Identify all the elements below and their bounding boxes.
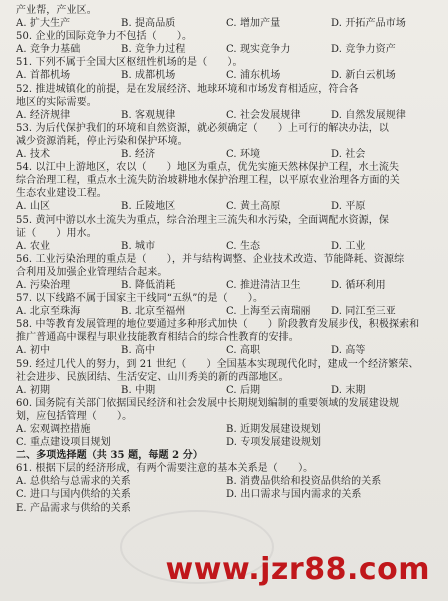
option-choice: B. 北京至福州 (121, 306, 186, 318)
site-watermark-url[interactable]: www.jzr88.com (165, 552, 430, 587)
option-choice: C. 后期 (226, 384, 261, 396)
options-row (16, 109, 438, 122)
option-choice: C. 生态 (226, 240, 261, 252)
option-choice: D. 末期 (331, 384, 366, 396)
question-text: 生态农业建设工程。 (16, 188, 107, 200)
options-row (16, 279, 438, 292)
options-row (16, 423, 438, 436)
options-row (16, 17, 438, 30)
option-choice: C. 上海至云南瑞丽 (226, 306, 311, 318)
option-choice: C. 环境 (226, 149, 261, 161)
option-choice: B. 近期发展建设规划 (226, 424, 321, 435)
option-choice: D. 工业 (331, 240, 366, 252)
question-text: 划，应包括管理（ ）。 (16, 410, 133, 422)
question-text: 52. 推进城镇化的前提，是在发展经济、地球环境和市场发育相适应，符合各 (16, 83, 359, 95)
option-choice: A. 总供给与总需求的关系 (16, 476, 131, 488)
option-choice: A. 初中 (16, 345, 51, 357)
option-choice: D. 循环利用 (331, 279, 386, 291)
question-text: 54. 以江中上游地区，农以（ ）地区为重点，优先实施天然林保护工程，水土流失 (16, 162, 400, 174)
options-row (16, 148, 438, 161)
section-heading: 二、多项选择题（共 35 题，每题 2 分） (16, 450, 203, 462)
options-row (16, 384, 438, 397)
question-text: 53. 为后代保护我们的环境和自然资源，就必须确定（ ）上可行的解决办法，以 (16, 122, 389, 134)
option-choice: A. 扩大生产 (16, 18, 71, 30)
option-choice: C. 黄土高原 (226, 201, 281, 213)
exam-text (16, 4, 438, 515)
option-choice: A. 北京至珠海 (16, 306, 81, 318)
option-choice: C. 高职 (226, 345, 261, 357)
options-row (16, 43, 438, 56)
option-choice: C. 现实竞争力 (226, 44, 291, 56)
question-text: 59. 经过几代人的努力，到 21 世纪（ ）全国基本实现现代化时，建成一个经济繁荣、 (16, 358, 419, 370)
option-choice: B. 客观规律 (121, 109, 176, 121)
option-choice: A. 首都机场 (16, 70, 71, 82)
options-row (16, 305, 438, 318)
option-choice: D. 新白云机场 (331, 70, 396, 82)
option-choice: C. 进口与国内供给的关系 (16, 489, 131, 501)
options-row (16, 344, 438, 357)
option-choice: D. 高等 (331, 345, 366, 357)
option-choice: A. 初期 (16, 384, 51, 396)
option-choice: B. 消费品供给和投资品供给的关系 (226, 476, 382, 488)
question-text: 社会进步、民族团结、生活安定、山川秀美的新的西部地区。 (16, 371, 289, 383)
option-choice: A. 经济规律 (16, 109, 71, 121)
options-row (16, 488, 438, 501)
option-choice: A. 污染治理 (16, 279, 71, 291)
option-choice: B. 高中 (121, 345, 156, 357)
question-text: 55. 黄河中游以水土流失为重点，综合治理主三流失和水污染，全面调配水资源，保 (16, 214, 389, 226)
option-choice: C. 重点建设项目规划 (16, 437, 111, 449)
option-choice: D. 自然发展规律 (331, 109, 406, 121)
question-text: 推广普通高中课程与职业技能教育相结合的综合性教育的安排。 (16, 332, 299, 344)
option-choice: D. 开拓产品市场 (331, 18, 406, 30)
option-choice: A. 山区 (16, 201, 51, 213)
question-text: 合利用及加强企业管理结合起来。 (16, 266, 168, 278)
option-choice: B. 城市 (121, 240, 156, 252)
option-choice: C. 增加产量 (226, 18, 281, 30)
option-choice: D. 竞争力资产 (331, 44, 396, 56)
option-choice: D. 平原 (331, 201, 366, 213)
options-row (16, 436, 438, 449)
option-choice: D. 专项发展建设规划 (226, 437, 322, 449)
option-choice: B. 丘陵地区 (121, 201, 176, 213)
option-choice: C. 浦东机场 (226, 70, 281, 82)
question-text: 51. 下列不属于全国大区枢纽性机场的是（ ）。 (16, 57, 243, 69)
option-choice: B. 提高品质 (121, 18, 176, 30)
question-text: E. 产品需求与供给的关系 (16, 502, 131, 514)
question-text: 57. 以下线路不属于国家主干线同“五纵”的是（ ）。 (16, 293, 264, 305)
option-choice: D. 出口需求与国内需求的关系 (226, 489, 362, 501)
question-text: 58. 中等教育发展管理的地位要通过多种形式加快（ ）阶段教育发展步伐，积极探索和 (16, 319, 420, 331)
option-choice: B. 竞争力过程 (121, 44, 186, 56)
question-text: 减少资源消耗，停止污染和保护环境。 (16, 135, 188, 147)
options-row (16, 69, 438, 82)
question-text: 证（ ）用水。 (16, 227, 97, 239)
question-text: 地区的实际需要。 (16, 96, 97, 108)
option-choice: B. 经济 (121, 149, 156, 161)
option-choice: A. 宏观调控措施 (16, 424, 91, 435)
question-text: 60. 国务院有关部门依据国民经济和社会发展中长期规划编制的重要领域的发展建设规 (16, 397, 400, 409)
option-choice: A. 技术 (16, 149, 51, 161)
option-choice: B. 中期 (121, 384, 156, 396)
question-text: 综合治理工程，重点水土流失防治坡耕地水保护治理工程，以平原农业治理各方面的关 (16, 175, 400, 187)
option-choice: D. 社会 (331, 149, 366, 161)
question-text: 61. 根据下层的经济形成，有两个需要注意的基本关系是（ ）。 (16, 463, 314, 475)
option-choice: A. 农业 (16, 240, 51, 252)
options-row (16, 200, 438, 213)
option-choice: C. 社会发展规律 (226, 109, 301, 121)
option-choice: B. 降低消耗 (121, 279, 176, 291)
question-text: 56. 工业污染治理的重点是（ ），并与结构调整、企业技术改造、节能降耗、资源综 (16, 253, 405, 265)
question-text: 产业帮，产业区。 (16, 5, 97, 16)
option-choice: B. 成都机场 (121, 70, 176, 82)
option-choice: C. 推进清洁卫生 (226, 279, 301, 291)
option-choice: D. 同江至三亚 (331, 306, 396, 318)
options-row (16, 475, 438, 488)
question-text: 50. 企业的国际竞争力不包括（ ）。 (16, 31, 193, 43)
options-row (16, 240, 438, 253)
option-choice: A. 竞争力基础 (16, 44, 81, 56)
